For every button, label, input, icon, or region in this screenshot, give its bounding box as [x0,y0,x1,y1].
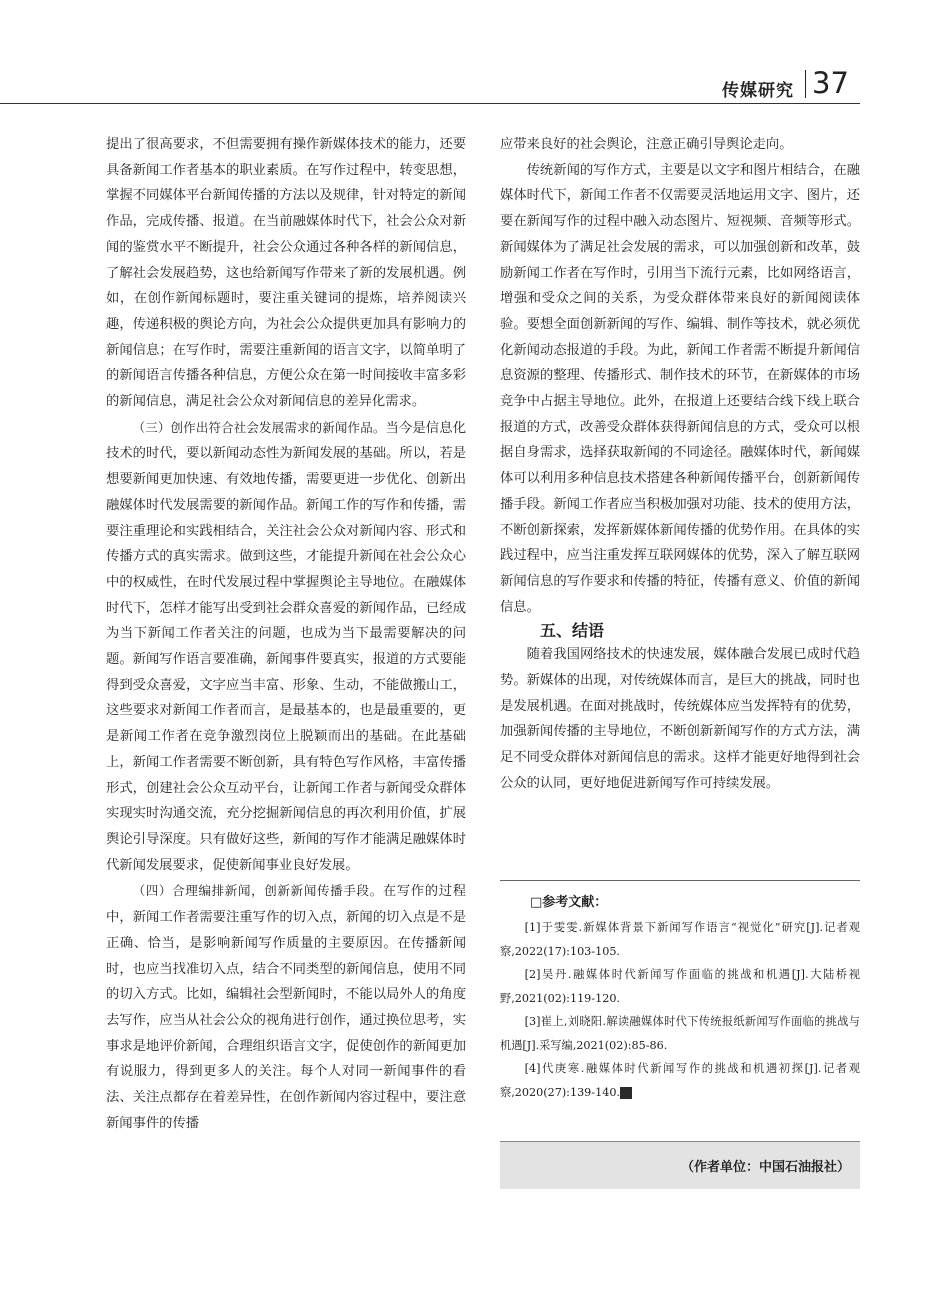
paragraph-body: 在写作的过程中，新闻工作者需要注重写作的切入点，新闻的切入点是不是正确、恰当，是影响新闻写作质量的主要原因。在传播新闻时，也应当找准切入点，结合不同类型的新闻信息，使用不同的切入方式。比如，编辑社会型新闻时，不能以局外人的角度去写作，应当从社会公众的视角进行创作，通过换位思考，实事求是地评价新闻，合理组织语言文字，促使创作的新闻更加有说服力，得到更多人的关注。每个人对同一新闻事件的看法、关注点都存在着差异性，在创作新闻内容过程中，要注意新闻事件的传播 [106,884,466,1131]
paragraph [106,415,466,879]
paragraph-body: 当今是信息化技术的时代，要以新闻动态性为新闻发展的基础。所以，若是想要新闻更加快速、有效地传播，需要更进一步优化、创新出融媒体时代发展需要的新闻作品。新闻工作的写作和传播，需要注重理论和实践相结合，关注社会公众对新闻内容、形式和传播方式的真实需求。做到这些，才能提升新闻在社会公众心中的权威性，在时代发展过程中掌握舆论主导地位。在融媒体时代下，怎样才能写出受到社会群众喜爱的新闻作品，已经成为当下新闻工作者关注的问题，也成为当下最需要解决的问题。新闻写作语言要准确，新闻事件要真实，报道的方式要能得到受众喜爱，文字应当丰富、形象、生动，不能做搬山工，这些要求对新闻工作者而言，是最基本的，也是最重要的，更是新闻工作者在竞争激烈岗位上脱颖而出的基础。在此基础上，新闻工作者需要不断创新，具有特色写作风格，丰富传播形式，创建社会公众互动平台，让新闻工作者与新闻受众群体实现实时沟通交流，充分挖掘新闻信息的再次利用价值，扩展舆论引导深度。只有做好这些，新闻的写作才能满足融媒体时代新闻发展要求，促使新闻事业良好发展。 [106,420,466,873]
section-heading: 五、结语 [540,621,605,641]
header-separator [805,70,806,98]
paragraph: 随着我国网络技术的快速发展，媒体融合发展已成时代趋势。新媒体的出现，对传统媒体而言，是巨大的挑战，同时也是发展机遇。在面对挑战时，传统媒体应当发挥特有的优势，加强新闻传播的主导地位，不断创新新闻写作的方式方法，满足不同受众群体对新闻信息的需求。这样才能更好地得到社会公众的认同，更好地促进新闻写作可持续发展。 [500,647,860,791]
affiliation-rule [500,1141,860,1142]
end-mark-icon: C [620,1087,632,1099]
references-title: □参考文献： [530,895,608,910]
paragraph: 提出了很高要求，不但需要拥有操作新媒体技术的能力，还要具备新闻工作者基本的职业素质。在写作过程中，转变思想，掌握不同媒体平台新闻传播的方法以及规律，针对特定的新闻作品，完成传播、报道。在当前融媒体时代下，社会公众对新闻的鉴赏水平不断提升，社会公众通过各种各样的新闻信息，了解社会发展趋势，这也给新闻写作带来了新的发展机遇。例如，在创作新闻标题时，要注重关键词的提炼，培养阅读兴趣，传递积极的舆论方向，为社会公众提供更加具有影响力的新闻信息；在写作时，需要注重新闻的语言文字，以简单明了的新闻语言传播各种信息，方便公众在第一时间接收丰富多彩的新闻信息，满足社会公众对新闻信息的差异化需求。 [106,137,466,410]
reference-item [500,1057,860,1104]
references-rule [500,880,860,881]
left-column [106,132,466,1136]
references [500,880,860,1104]
author-affiliation-bar [500,1141,860,1189]
paragraph [106,878,466,1136]
reference-item: [3]崔上,刘晓阳.解读融媒体时代下传统报纸新闻写作面临的挑战与机遇[J].采写编,2021(02):85-86. [500,1015,860,1052]
paragraph: 传统新闻的写作方式，主要是以文字和图片相结合，在融媒体时代下，新闻工作者不仅需要灵活地运用文字、图片，还要在新闻写作的过程中融入动态图片、短视频、音频等形式。新闻媒体为了满足社会发展的需求，可以加强创新和改革，鼓励新闻工作者在写作时，引用当下流行元素，比如网络语言，增强和受众之间的关系，为受众群体带来良好的新闻阅读体验。要想全面创新新闻的写作、编辑、制作等技术，就必须优化新闻动态报道的手段。为此，新闻工作者需不断提升新闻信息资源的整理、传播形式、制作技术的环节，在新媒体的市场竞争中占据主导地位。此外，在报道上还要结合线下线上联合报道的方式，改善受众群体获得新闻信息的方式，受众可以根据自身需求，选择获取新闻的不同途径。融媒体时代，新闻媒体可以利用多种信息技术搭建各种新闻传播平台，创新新闻传播手段。新闻工作者应当积极加强对功能、技术的使用方法，不断创新探索，发挥新媒体新闻传播的优势作用。在具体的实践过程中，应当注重发挥互联网媒体的优势，深入了解互联网新闻信息的写作要求和传播的特征，传播有意义、价值的新闻信息。 [500,162,860,615]
author-affiliation: （作者单位：中国石油报社） [680,1160,850,1175]
subsection-heading: （三）创作出符合社会发展需求的新闻作品。 [132,419,386,435]
paragraph: 应带来良好的社会舆论，注意正确引导舆论走向。 [500,137,793,152]
reference-item: [1]于雯雯.新媒体背景下新闻写作语言“视觉化”研究[J].记者观察,2022(17):103-105. [500,921,860,958]
page-header [0,0,950,108]
subsection-heading: （四）合理编排新闻，创新新闻传播手段。 [132,883,383,899]
header-rule [0,103,860,104]
reference-item: [2]吴丹.融媒体时代新闻写作面临的挑战和机遇[J].大陆桥视野,2021(02):119-120. [500,968,860,1005]
page-number: 37 [812,66,849,100]
right-column [500,132,860,797]
journal-section-name: 传媒研究 [722,81,794,101]
reference-text: [4]代庚寒.融媒体时代新闻写作的挑战和机遇初探[J].记者观察,2020(27):139-140. [500,1062,860,1099]
